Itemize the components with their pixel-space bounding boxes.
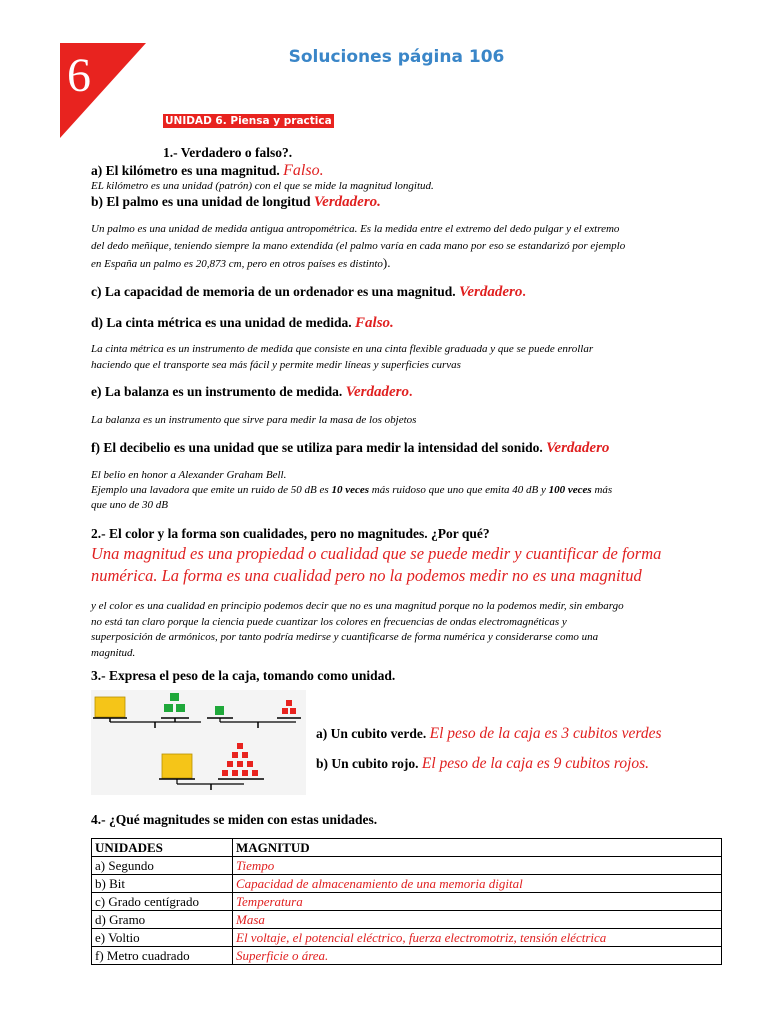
unit-label: UNIDAD 6. Piensa y practica	[165, 115, 332, 127]
q2-note-3: superposición de armónicos, por tanto podría medirse y cuantificarse de forma numérica y considerarse como una	[91, 631, 599, 643]
q1d-statement: d) La cinta métrica es una unidad de medida	[91, 315, 349, 330]
q1d-note-2: haciendo que el transporte sea más fácil y permite medir líneas y superficies curvas	[91, 359, 461, 371]
table-row	[92, 875, 722, 893]
q1e-answer: Verdadero	[345, 384, 409, 400]
q1f: f) El decibelio es una unidad que se utiliza para medir la intensidad del sonido. Verdadero	[91, 440, 610, 456]
header-units: UNIDADES	[92, 839, 233, 857]
q1b	[91, 194, 381, 211]
q1b-note-3-text: en España un palmo es 20,873 cm, pero en otros países es distinto	[91, 258, 383, 270]
unit-cell: a) Segundo	[92, 857, 233, 875]
q1e: e) La balanza es un instrumento de medida. Verdadero.	[91, 384, 413, 400]
q2-answer-2: numérica. La forma es una cualidad pero no la podemos medir no es una magnitud	[91, 566, 642, 585]
q1e-note: La balanza es un instrumento que sirve para medir la masa de los objetos	[91, 414, 417, 426]
magnitude-cell: Masa	[233, 911, 722, 929]
q3a: a) Un cubito verde. El peso de la caja es 3 cubitos verdes	[316, 725, 662, 742]
q1f-note-2-e: más	[591, 484, 613, 496]
q1b-note-3	[91, 255, 390, 272]
q1e-statement: e) La balanza es un instrumento de medida	[91, 384, 339, 399]
q1f-note-2-a: Ejemplo una lavadora que emite un ruido de 50 dB es	[91, 484, 332, 496]
q1a-note: EL kilómetro es una unidad (patrón) con el que se mide la magnitud longitud.	[91, 180, 434, 192]
q1f-note-2-c: más ruidoso que uno que emita 40 dB y	[369, 484, 549, 496]
q2-note-4: magnitud.	[91, 647, 136, 659]
magnitude-cell: Tiempo	[233, 857, 722, 875]
header-magnitude: MAGNITUD	[233, 839, 722, 857]
table-row	[92, 911, 722, 929]
q1b-note-1: Un palmo es una unidad de medida antigua antropométrica. Es la medida entre el extremo del dedo pulgar y el extremo	[91, 223, 620, 235]
magnitude-cell: Superficie o área.	[233, 947, 722, 965]
q1b-note-3-end: ).	[382, 255, 391, 270]
table-row	[92, 893, 722, 911]
q3b-label: b) Un cubito rojo.	[316, 756, 419, 771]
q1b-note-2: del dedo meñique, teniendo siempre la mano extendida (el palmo varía en cada mano por eso se estandarizó por ejemplo	[91, 240, 626, 252]
q3a-label: a) Un cubito verde	[316, 726, 423, 741]
table-row	[92, 947, 722, 965]
q3b	[316, 755, 649, 773]
unit-cell: c) Grado centígrado	[92, 893, 233, 911]
page-title: Soluciones página 106	[288, 47, 505, 67]
q1c: c) La capacidad de memoria de un ordenador es una magnitud. Verdadero.	[91, 284, 526, 300]
q1a: a) El kilómetro es una magnitud. Falso.	[91, 162, 324, 179]
q1f-note-2-b: 10 veces	[331, 484, 369, 496]
q1f-note-2-d: 100 veces	[548, 484, 592, 496]
q1d-note-1: La cinta métrica es un instrumento de medida que consiste en una cinta flexible graduada y que se puede enrollar	[91, 343, 594, 355]
q1-title: 1.- Verdadero o falso?.	[163, 145, 293, 160]
q1f-note-1: El belio en honor a Alexander Graham Bell.	[91, 469, 287, 481]
unit-cell: f) Metro cuadrado	[92, 947, 233, 965]
q1f-answer: Verdadero	[546, 440, 610, 456]
q1f-note-3: que uno de 30 dB	[91, 499, 168, 511]
unit-cell: d) Gramo	[92, 911, 233, 929]
q1a-statement: a) El kilómetro es una magnitud	[91, 163, 277, 178]
q4-title: 4.- ¿Qué magnitudes se miden con estas unidades.	[91, 812, 378, 827]
q1f-note-2	[91, 482, 612, 498]
q1c-statement: c) La capacidad de memoria de un ordenador es una magnitud	[91, 284, 453, 299]
table-header-row	[92, 839, 722, 857]
q1f-statement: f) El decibelio es una unidad que se utiliza para medir la intensidad del sonido	[91, 440, 540, 455]
q1d-answer: Falso.	[355, 315, 394, 331]
q2-title: 2.- El color y la forma son cualidades, pero no magnitudes. ¿Por qué?	[91, 526, 490, 541]
unit-cell: e) Voltio	[92, 929, 233, 947]
magnitude-cell: Temperatura	[233, 893, 722, 911]
q2-answer-1: Una magnitud es una propiedad o cualidad que se puede medir y cuantificar de forma	[91, 544, 662, 563]
magnitude-cell: Capacidad de almacenamiento de una memoria digital	[233, 875, 722, 893]
q1b-statement: b) El palmo es una unidad de longitud	[91, 194, 311, 209]
magnitude-cell: El voltaje, el potencial eléctrico, fuerza electromotriz, tensión eléctrica	[233, 929, 722, 947]
q2-note-1: y el color es una cualidad en principio podemos decir que no es una magnitud porque no la podemos medir, sin embargo	[91, 600, 624, 612]
unit-cell: b) Bit	[92, 875, 233, 893]
q1c-answer: Verdadero	[459, 284, 523, 300]
table-row	[92, 857, 722, 875]
q1a-answer: Falso.	[283, 162, 324, 179]
units-table	[91, 838, 722, 965]
q3b-answer: El peso de la caja es 9 cubitos rojos.	[421, 755, 650, 772]
balance-illustration	[91, 690, 306, 795]
table-row	[92, 929, 722, 947]
q3-title: 3.- Expresa el peso de la caja, tomando como unidad.	[91, 668, 396, 683]
q1b-answer: Verdadero.	[313, 194, 381, 210]
q1d: d) La cinta métrica es una unidad de medida. Falso.	[91, 315, 394, 331]
q2-note-2: no está tan claro porque la ciencia puede cuantizar los colores en frecuencias de ondas electromagnéticas y	[91, 616, 567, 628]
unit-number: 6	[67, 49, 91, 102]
q3a-answer: El peso de la caja es 3 cubitos verdes	[429, 725, 662, 742]
